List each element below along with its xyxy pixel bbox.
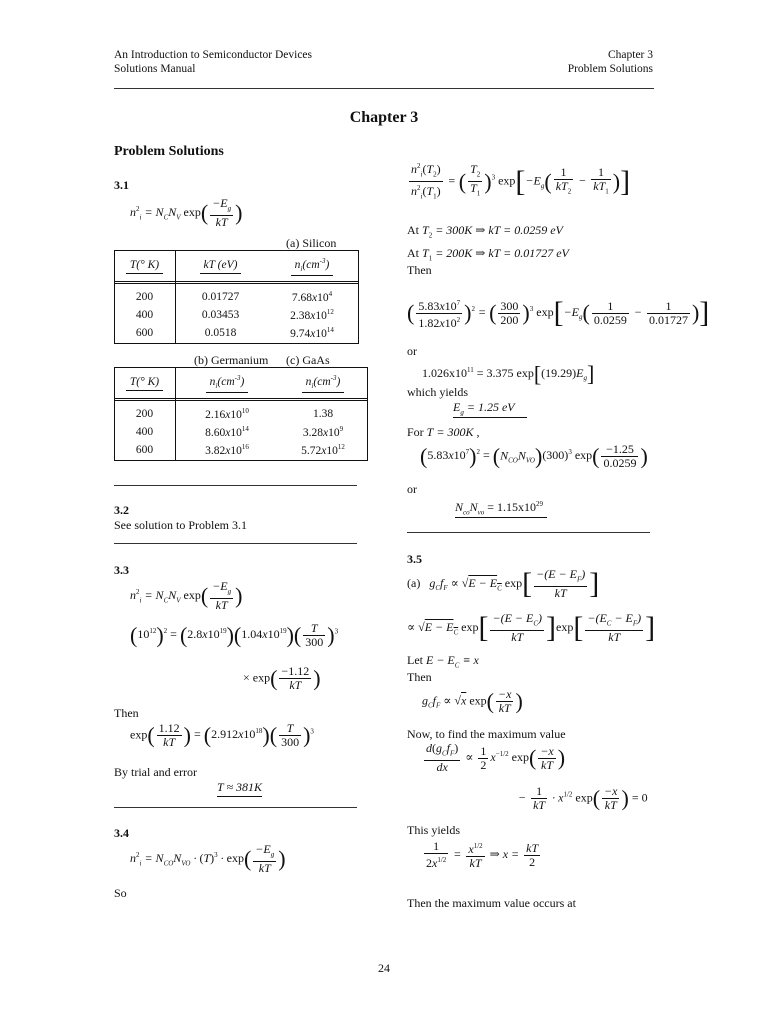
table-a (114, 252, 358, 342)
page-number: 24 (378, 961, 390, 975)
table-b-cell: 600 (135, 443, 154, 456)
problem-3-3-trial: By trial and error (114, 765, 197, 779)
eq-1026-lhs: 1.026x10 (422, 365, 467, 380)
right-then: Then (407, 263, 432, 277)
problem-3-2-number: 3.2 (114, 503, 129, 517)
right-or-2: or (407, 482, 417, 496)
at-t1-rest: = 200K ⇒ kT = 0.01727 eV (435, 246, 569, 260)
nn-result: $N_{co}N_{vo} = 1.15x10^{29}$ (455, 500, 547, 518)
separator (114, 485, 357, 486)
table-a-caption: (a) Silicon (286, 236, 337, 250)
eq-3-4: $n^2_i = N_{CO}N_{VO} \cdot (T)^3 \cdot \exp$( $\frac{-E_g}{kT}$ ) (130, 842, 286, 876)
chapter-title: Chapter 3 (349, 109, 419, 126)
separator (114, 543, 357, 544)
problem-3-4-number: 3.4 (114, 826, 129, 840)
table-a-cell: $2.38x10^{12}$ (290, 307, 334, 322)
for-t-rest: = 300K , (436, 425, 480, 439)
table-a-h2: kT (eV) (200, 259, 242, 274)
eq-1026: $1.026x10^{11} = 3.375$ $\exp[(19.29)E_g]$ (422, 361, 595, 386)
table-a-h1: T(° K) (126, 259, 163, 274)
problem-3-5-number: 3.5 (407, 552, 422, 566)
for-t-label: For (407, 425, 424, 439)
which-yields: which yields (407, 385, 468, 399)
eq-numeric-ratio: ( $\frac{5.83x10^7}{1.82x10^2}$ )$^2$ = ( $\frac{300}{200}$ )$^3$ $\exp[-E_g$( $\frac{1}{0.0259}$ − $\frac{1}{0.01727}$ )] (407, 296, 710, 330)
now-find-max: Now, to find the maximum value (407, 727, 566, 741)
problem-3-3-then: Then (114, 706, 139, 720)
header-chapter: Chapter 3 (607, 49, 653, 61)
table-a-cell: 0.03453 (201, 308, 240, 321)
eq-1026-rest: = 3.375 exp (476, 365, 534, 380)
at-t2-label: At (407, 223, 419, 237)
part-a-label: (a) (407, 575, 421, 590)
table-b-caption-ge: (b) Germanium (194, 353, 269, 367)
eq-ratio: $\frac{n^2_i(T_2)}{n^2_i(T_1)}$ = ( $\frac{T_2}{T_1}$ )$^3$ $\exp[-E_g$( $\frac{1}{kT_2}$ − $\frac{1}{kT_1}$ )] (411, 162, 631, 201)
table-a-cell: $7.68x10^4$ (291, 290, 333, 304)
table-a-cell: 0.01727 (201, 291, 240, 304)
table-b-cell: $3.28x10^9$ (302, 424, 344, 439)
table-b-cell: 200 (135, 408, 154, 421)
table-a-cell: 0.0518 (204, 326, 237, 339)
eq-derivative-2: − $\frac{1}{kT}$ · $x^{1/2}$ exp( $\frac{-x}{kT}$ ) = 0 (518, 784, 648, 812)
section-title: Problem Solutions (114, 144, 224, 159)
table-a-cell: 600 (135, 326, 154, 339)
eq-gcff: $g_Cf_F \propto √x$ exp( $\frac{-x}{kT}$ ) (422, 687, 523, 715)
eq-3-1-ni: $n^2_i = N_CN_V$ exp( $\frac{-E_g}{kT}$ ) (130, 196, 243, 230)
table-a-h3: $n_i(cm^{-3})$ (291, 257, 334, 276)
table-b-cell: $3.82x10^{16}$ (205, 442, 249, 457)
let-line: Let $E - E_C \equiv x$ (407, 653, 479, 670)
header-rule (114, 88, 654, 89)
table-a-cell: $9.74x10^{14}$ (290, 325, 334, 340)
table-b-cell: $2.16x10^{10}$ (205, 407, 249, 421)
table-b-caption-gaas: (c) GaAs (286, 353, 330, 367)
separator (114, 807, 357, 808)
header-book-title: An Introduction to Semiconductor Devices (114, 49, 313, 61)
eq-3-3-ni: $n^2_i = N_CN_V$ exp( $\frac{-E_g}{kT}$ ) (130, 579, 243, 613)
table-b-cell: 400 (135, 425, 154, 438)
then-max-occurs: Then the maximum value occurs at (407, 896, 576, 910)
eq-3-3-rearranged: exp( $\frac{1.12}{kT}$ ) = $(2.912x10^{18})$( $\frac{T}{300}$ )$^3$ (130, 721, 314, 749)
eq-3-3-exp: × exp( $\frac{-1.12}{kT}$ ) (243, 664, 321, 692)
right-or-1: or (407, 344, 417, 358)
eq-3-3-numeric: $(10^{12})^2 = (2.8x10^{19})(1.04x10^{19})$( $\frac{T}{300}$ )$^3$ (130, 621, 339, 649)
this-yields: This yields (407, 823, 460, 837)
problem-3-4-so: So (114, 886, 127, 900)
table-a-cell: 400 (135, 308, 154, 321)
header-section: Problem Solutions (567, 63, 653, 75)
at-t2: At $T_2 = 300K$ ⇒ kT = 0.0259 eV (407, 223, 563, 240)
header-manual: Solutions Manual (114, 63, 196, 75)
eq-3-5-a: (a) $g_Cf_F \propto √E - E_C$ exp[ $\frac{-(E - E_F)}{kT}$ ] (407, 566, 600, 601)
table-b-cell: 1.38 (312, 408, 334, 421)
table-b-h3: $n_i(cm^{-3})$ (302, 374, 345, 393)
at-t1: At $T_1 = 200K$ ⇒ kT = 0.01727 eV (407, 246, 569, 263)
problem-3-1-number: 3.1 (114, 178, 129, 192)
problem-3-3-number: 3.3 (114, 563, 129, 577)
problem-3-3-result: T ≈ 381K (217, 780, 262, 797)
separator (407, 532, 650, 533)
eq-yields: $\frac{1}{2x^{1/2}}$ = $\frac{x^{1/2}}{kT}$ ⇒ x = $\frac{kT}{2}$ (426, 839, 539, 870)
table-b (114, 369, 367, 459)
let-rest: E − E (426, 653, 455, 667)
table-b-cell: $5.72x10^{12}$ (301, 442, 345, 457)
p35-then: Then (407, 670, 432, 684)
eg-result: $E_g = 1.25$ eV (453, 400, 527, 418)
table-a-cell: 200 (135, 291, 154, 304)
table-b-h1: T(° K) (126, 376, 163, 391)
table-b-h2: $n_i(cm^{-3})$ (206, 374, 249, 393)
eq-for-t: $(5.83x10^7)^2 = (N_{CO}N_{VO})(300)^3$ exp( $\frac{-1.25}{0.0259}$ ) (420, 442, 648, 470)
eq-derivative: $\frac{d(g_Cf_F)}{dx}$ ∝ $\frac{1}{2}$ $x^{-1/2}$ exp( $\frac{-x}{kT}$ ) (426, 741, 566, 775)
table-b-cell: $8.60x10^{14}$ (205, 424, 249, 439)
let-label: Let (407, 653, 423, 667)
nn-result-value: = 1.15x10 (487, 500, 537, 514)
problem-3-2-text: See solution to Problem 3.1 (114, 518, 247, 532)
at-t2-rest: = 300K ⇒ kT = 0.0259 eV (435, 223, 563, 237)
at-t1-label: At (407, 246, 419, 260)
for-t: For T = 300K , (407, 425, 480, 439)
eq-3-5-expand: ∝ $√E - E_C$ exp[ $\frac{-(E - E_C)}{kT}$ ]exp[ $\frac{-(E_C - E_F)}{kT}$ ] (407, 610, 656, 645)
eg-result-value: = 1.25 eV (466, 400, 515, 414)
